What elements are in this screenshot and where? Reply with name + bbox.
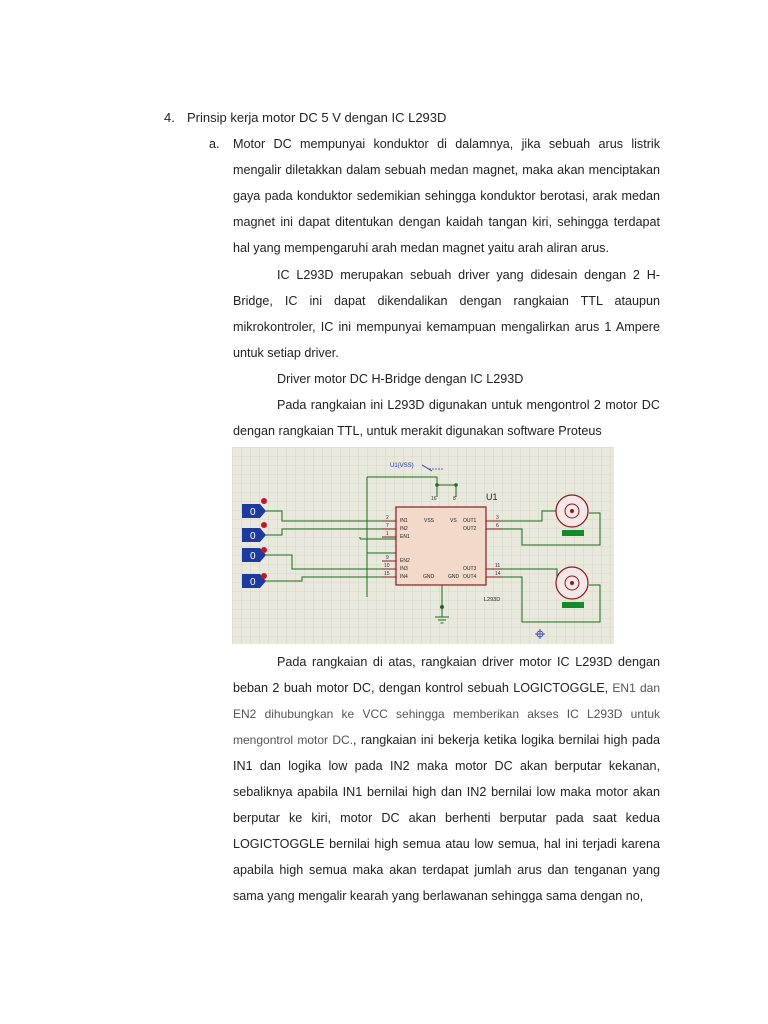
pin-15: 15 — [384, 571, 390, 577]
toggle-1-value: 0 — [250, 507, 256, 518]
pin-6: 6 — [496, 523, 499, 529]
pin-9: 9 — [386, 555, 389, 561]
label-gnd-a: GND — [423, 574, 435, 580]
circuit-schematic — [232, 447, 614, 644]
vss-probe-label: U1(VSS) — [390, 463, 414, 469]
paragraph-a — [209, 131, 660, 261]
label-out4: OUT4 — [463, 574, 477, 580]
toggle-4-value: 0 — [250, 577, 256, 588]
section-number: 4. — [164, 110, 175, 125]
label-out2: OUT2 — [463, 526, 477, 532]
section-title: Prinsip kerja motor DC 5 V dengan IC L293D — [187, 110, 447, 125]
toggle-3-value: 0 — [250, 551, 256, 562]
paragraph-proteus: Pada rangkaian ini L293D digunakan untuk mengontrol 2 motor DC dengan rangkaian TTL, untuk merakit digunakan software Proteus — [233, 398, 660, 438]
bottom-part-3: , rangkaian ini bekerja ketika logika bernilai high pada IN1 dan logika low pada IN2 maka motor DC akan berputar kekanan, sebaliknya apabila IN1 bernilai high dan IN2 bernilai low maka motor akan berputar ke kiri, motor DC akan berhenti berputar pada saat kedua LOGICTOGGLE bernilai high semua atau low semua, hal ini terjadi karena apabila high semua maka akan terdapat jumlah arus dan tenganan yang sama yang mengalir kearah yang berlawanan sehingga sama dengan no, — [233, 733, 660, 903]
label-out3: OUT3 — [463, 566, 477, 572]
label-in2: IN2 — [400, 526, 408, 532]
pin-1: 1 — [386, 531, 389, 537]
toggle-2-value: 0 — [250, 531, 256, 542]
pin-10: 10 — [384, 563, 390, 569]
pin-11: 11 — [495, 563, 501, 569]
pin-7: 7 — [386, 523, 389, 529]
label-out1: OUT1 — [463, 518, 477, 524]
pin-2: 2 — [386, 515, 389, 521]
figure-caption: Driver motor DC H-Bridge dengan IC L293D — [277, 372, 524, 386]
pin-3: 3 — [496, 515, 499, 521]
label-in1: IN1 — [400, 518, 408, 524]
paragraph-a-text: Motor DC mempunyai konduktor di dalamnya, jika sebuah arus listrik mengalir diletakkan dalam sebuah medan magnet, maka akan menciptakan gaya pada konduktor sedemikian sehingga konduktor berotasi, arak medan magnet ini dapat ditentukan dengan kaidah tangan kiri, sehingga terdapat hal yang mempengaruhi arah medan magnet yaitu arah aliran arus. — [233, 137, 660, 255]
label-in3: IN3 — [400, 566, 408, 572]
label-in4: IN4 — [400, 574, 408, 580]
chip-ref: U1 — [486, 492, 498, 502]
bottom-part-1: Pada rangkaian di atas, rangkaian driver motor IC L293D dengan beban 2 buah motor DC, dengan kontrol sebuah LOGICTOGGLE, — [233, 655, 660, 695]
paragraph-bottom — [233, 649, 660, 909]
pin-16: 16 — [431, 496, 437, 502]
paragraph-ic: IC L293D merupakan sebuah driver yang didesain dengan 2 H-Bridge, IC ini dapat dikendalikan dengan rangkaian TTL ataupun mikrokontroler, IC ini mempunyai kemampuan mengalirkan arus 1 Ampere untuk setiap driver. — [233, 268, 660, 360]
label-en2: EN2 — [400, 558, 410, 564]
label-vs: VS — [450, 518, 457, 524]
list-marker: a. — [209, 137, 220, 151]
label-gnd-b: GND — [448, 574, 460, 580]
label-vss: VSS — [424, 518, 435, 524]
pin-14: 14 — [495, 571, 501, 577]
chip-part: L293D — [484, 597, 501, 603]
section-heading — [164, 110, 446, 125]
label-en1: EN1 — [400, 534, 410, 540]
pin-8: 8 — [453, 496, 456, 502]
bottom-part-2: EN1 dan EN2 dihubungkan ke VCC sehingga memberikan akses IC L293D untuk mengontrol motor DC. — [233, 681, 660, 747]
